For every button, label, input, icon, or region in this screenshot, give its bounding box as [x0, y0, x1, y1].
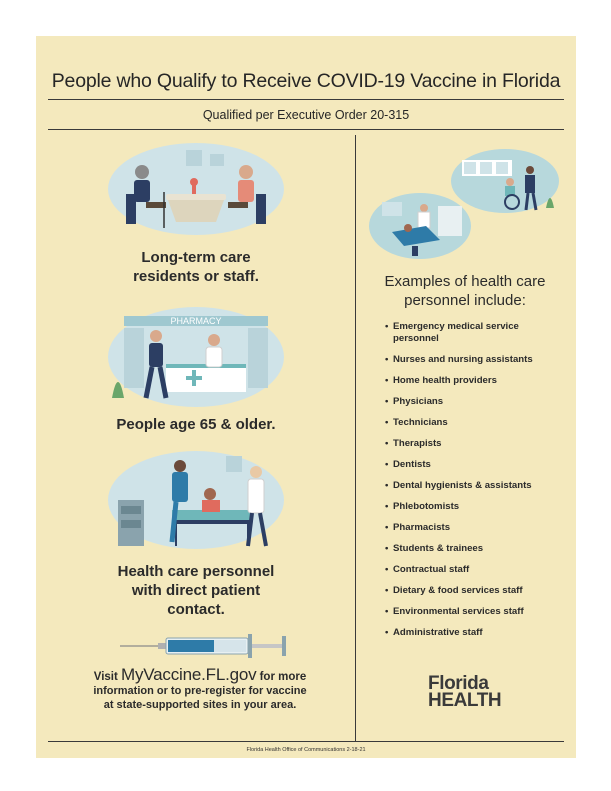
list-item: • Dental hygienists & assistants [385, 480, 575, 492]
list-item: • Physicians [385, 396, 575, 408]
flyer-page [36, 36, 576, 758]
footer-credit: Florida Health Office of Communications 2-18-21 [246, 747, 366, 753]
health-care-personnel-illustration [106, 450, 286, 550]
dental-chair-illustration [368, 192, 472, 260]
caption-long-term-care: Long-term care residents or staff. [133, 249, 259, 285]
list-item: • Dietary & food services staff [385, 585, 575, 597]
list-item: • Environmental services staff [385, 606, 575, 618]
pharmacy-illustration [106, 306, 286, 408]
list-item: • Pharmacists [385, 522, 575, 534]
column-divider [355, 135, 356, 741]
list-item: • Phlebotomists [385, 501, 575, 513]
list-item: • Contractual staff [385, 564, 575, 576]
list-item: • Students & trainees [385, 543, 575, 555]
list-item: • Therapists [385, 438, 575, 450]
list-item: • Home health providers [385, 375, 575, 387]
list-item: • Technicians [385, 417, 575, 429]
myvaccine-link[interactable]: MyVaccine.FL.gov [121, 665, 257, 684]
syringe-icon [120, 632, 296, 660]
title-rule-top [48, 99, 564, 100]
caption-age-65: People age 65 & older. [116, 416, 276, 433]
page-title: People who Qualify to Receive COVID-19 Vaccine in Florida [51, 70, 561, 92]
list-item: • Emergency medical service personnel [385, 321, 553, 345]
caption-health-care-personnel: Health care personnel with direct patient contact. [117, 563, 275, 618]
pharmacy-sign-text: PHARMACY [170, 316, 222, 326]
long-term-care-illustration [106, 142, 286, 236]
list-item: • Nurses and nursing assistants [385, 354, 575, 366]
visit-message: Visit MyVaccine.FL.gov for more information or to pre-register for vaccine at state-supported sites in your area. [93, 665, 307, 711]
examples-heading: Examples of health care personnel include: [384, 273, 546, 309]
list-item: • Dentists [385, 459, 575, 471]
subtitle-rule [48, 129, 564, 130]
list-item: • Administrative staff [385, 627, 575, 639]
personnel-list [385, 321, 575, 639]
footer-rule [48, 741, 564, 742]
florida-health-logo: Florida HEALTH [428, 673, 502, 711]
page-subtitle: Qualified per Executive Order 20-315 [202, 108, 410, 122]
